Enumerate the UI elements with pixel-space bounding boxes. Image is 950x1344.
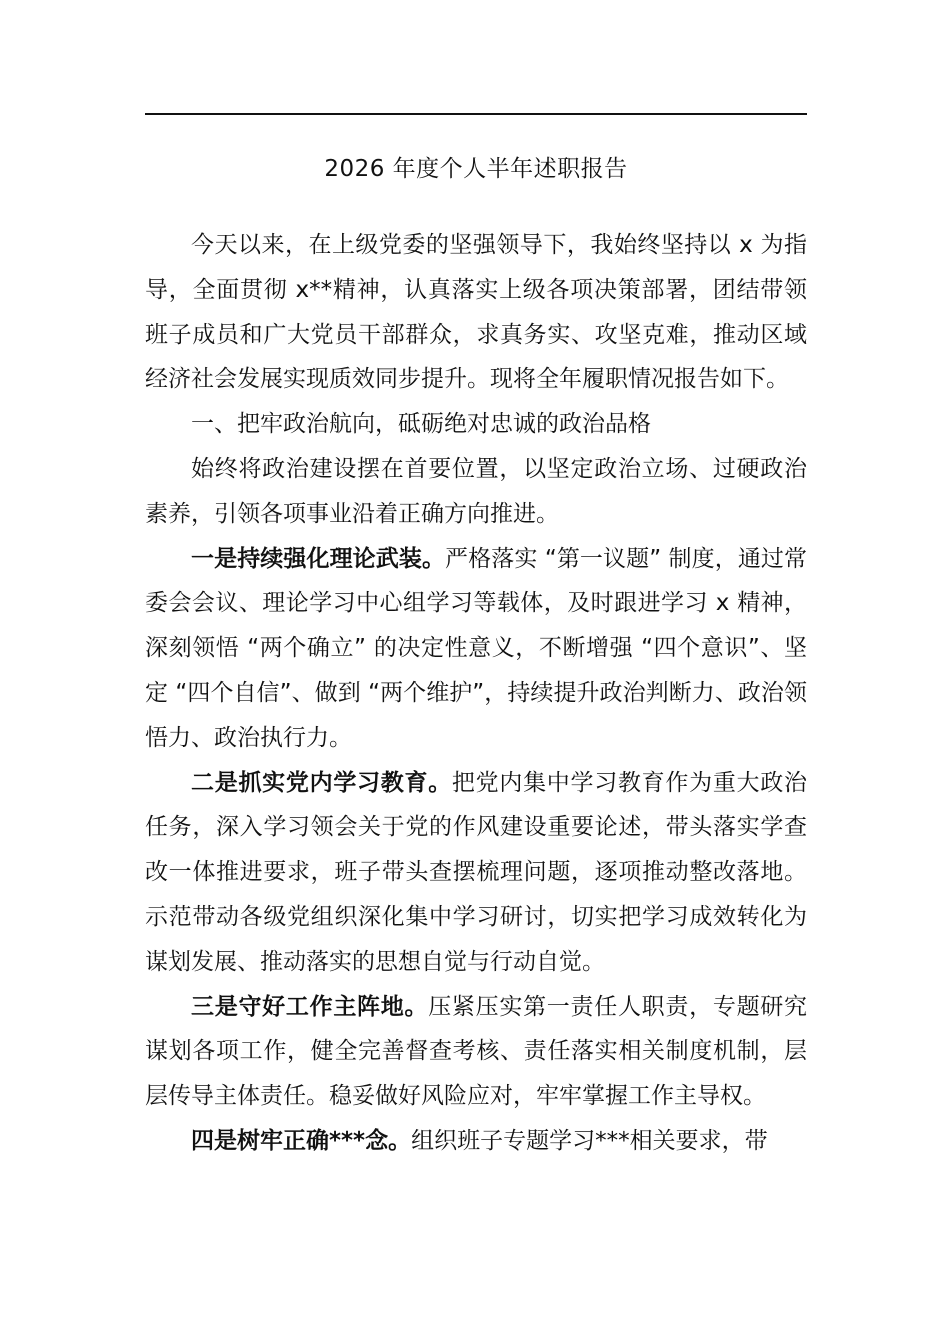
point-lead: 三是守好工作主阵地。 bbox=[191, 993, 429, 1020]
paragraph-text: 把党内集中学习教育作为重大政治任务，深入学习领会关于党的作风建设重要论述，带头落实学查改一体推进要求，班子带头查摆梳理问题，逐项推动整改落地。示范带动各级党组织深化集中学习研讨，切实把学习成效转化为谋划发展、推动落实的思想自觉与行动自觉。 bbox=[145, 769, 808, 975]
paragraph-point-4 bbox=[145, 1119, 807, 1164]
section-heading bbox=[145, 402, 807, 447]
paragraph-point-3 bbox=[145, 985, 807, 1119]
paragraph-point-1 bbox=[145, 537, 807, 761]
point-lead: 四是树牢正确***念。 bbox=[191, 1127, 412, 1154]
document-title: 2026 年度个人半年述职报告 bbox=[324, 156, 628, 182]
paragraph-point-2 bbox=[145, 761, 807, 985]
paragraph-text: 今天以来，在上级党委的坚强领导下，我始终坚持以 x 为指导，全面贯彻 x**精神，认真落实上级各项决策部署，团结带领班子成员和广大党员干部群众，求真务实、攻坚克难，推动区域经济社会发展实现质效同步提升。现将全年履职情况报告如下。 bbox=[145, 232, 807, 393]
paragraph-text: 组织班子专题学习***相关要求，带 bbox=[411, 1127, 768, 1154]
paragraph-text: 一、把牢政治航向，砥砺绝对忠诚的政治品格 bbox=[191, 411, 651, 438]
paragraph-intro bbox=[145, 223, 807, 402]
paragraph-text: 严格落实 “第一议题” 制度，通过常委会会议、理论学习中心组学习等载体，及时跟进学习 x 精神，深刻领悟 “两个确立” 的决定性意义，不断增强 “四个意识”、坚定 “四个自信”、做到 “两个维护”，持续提升政治判断力、政治领悟力、政治执行力。 bbox=[145, 545, 808, 751]
paragraph-text: 压紧压实第一责任人职责，专题研究谋划各项工作，健全完善督查考核、责任落实相关制度机制，层层传导主体责任。稳妥做好风险应对，牢牢掌握工作主导权。 bbox=[145, 993, 808, 1110]
paragraph-section-intro bbox=[145, 447, 807, 537]
point-lead: 一是持续强化理论武装。 bbox=[191, 545, 446, 572]
header-rule bbox=[145, 113, 807, 115]
paragraph-text: 始终将政治建设摆在首要位置，以坚定政治立场、过硬政治素养，引领各项事业沿着正确方向推进。 bbox=[145, 455, 807, 527]
point-lead: 二是抓实党内学习教育。 bbox=[191, 769, 452, 796]
document-body bbox=[145, 223, 807, 1164]
